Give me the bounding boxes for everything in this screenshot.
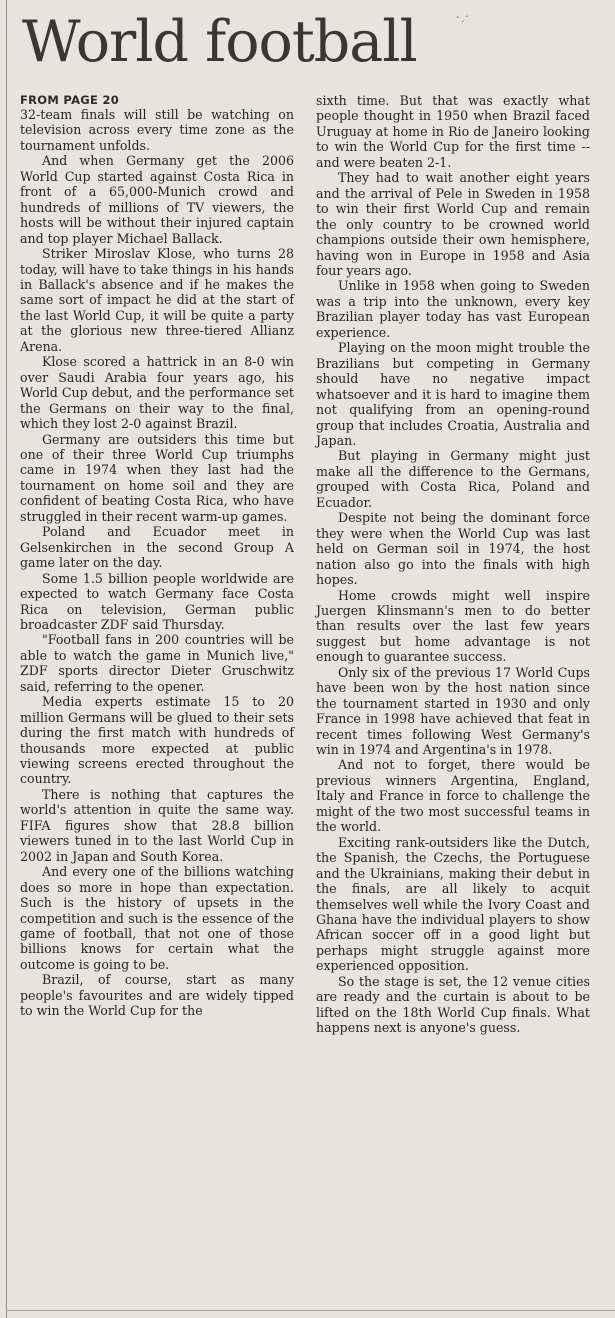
continuation-kicker: FROM PAGE 20 bbox=[20, 93, 120, 107]
paragraph: Playing on the moon might trouble the Brazilians but competing in Germany should have no negative impact whatsoever and it is hard to imagine them not qualifying from an opening-round group that includes Croatia, Australia and Japan. bbox=[316, 340, 590, 448]
paragraph: Only six of the previous 17 World Cups have been won by the host nation since the tournament started in 1930 and only France in 1998 have achieved that feat in recent times following West Germany's win in 1974 and Argentina's in 1978. bbox=[316, 664, 590, 758]
paragraph: "Football fans in 200 countries will be able to watch the game in Munich live," ZDF sports director Dieter Gruschwitz said, referring to the opener. bbox=[20, 632, 294, 694]
article-body bbox=[20, 93, 590, 1036]
column-rule-left bbox=[6, 0, 7, 1318]
paragraph: But playing in Germany might just make all the difference to the Germans, grouped with Costa Rica, Poland and Ecuador. bbox=[316, 448, 590, 510]
article-column-left bbox=[20, 93, 294, 1036]
paragraph: Exciting rank-outsiders like the Dutch, the Spanish, the Czechs, the Portuguese and the Ukrainians, making their debut in the finals, are all likely to acquit themselves well while the Ivory Coast and Ghana have the individual players to show African soccer off in a good light but perhaps might struggle against more experienced opposition. bbox=[316, 834, 590, 974]
paragraph: Germany are outsiders this time but one of their three World Cup triumphs came in 1974 when they last had the tournament on home soil and they are confident of beating Costa Rica, who have struggled in their recent warm-up games. bbox=[20, 431, 294, 524]
paragraph: And every one of the billions watching does so more in hope than expectation. Such is the history of upsets in the competition and such is the essence of the game of football, that not one of those billions knows for certain what the outcome is going to be. bbox=[20, 864, 294, 972]
print-smudge-icon: ˗ˏ· bbox=[456, 10, 469, 23]
paragraph: Klose scored a hattrick in an 8-0 win over Saudi Arabia four years ago, his World Cup debut, and the performance set the Germans on their way to the final, which they lost 2-0 against Brazil. bbox=[20, 354, 294, 432]
paragraph: sixth time. But that was exactly what people thought in 1950 when Brazil faced Uruguay at home in Rio de Janeiro looking to win the World Cup for the first time -- and were beaten 2-1. bbox=[316, 93, 590, 170]
paragraph: Brazil, of course, start as many people's favourites and are widely tipped to win the World Cup for the bbox=[20, 972, 294, 1019]
paragraph: So the stage is set, the 12 venue cities are ready and the curtain is about to be lifted on the 18th World Cup finals. What happens next is anyone's guess. bbox=[316, 973, 590, 1036]
paragraph: Home crowds might well inspire Juergen Klinsmann's men to do better than results over the last few years suggest but home advantage is not enough to guarantee success. bbox=[316, 587, 590, 665]
paragraph: Despite not being the dominant force they were when the World Cup was last held on German soil in 1974, the host nation also go into the finals with high hopes. bbox=[316, 510, 590, 588]
paragraph: Some 1.5 billion people worldwide are expected to watch Germany face Costa Rica on television, German public broadcaster ZDF said Thursday. bbox=[20, 570, 294, 632]
paragraph: Striker Miroslav Klose, who turns 28 today, will have to take things in his hands in Ballack's absence and if he makes the same sort of impact he did at the start of the last World Cup, it will be quite a party at the glorious new three-tiered Allianz Arena. bbox=[20, 246, 294, 354]
paragraph: 32-team finals will still be watching on television across every time zone as the tournament unfolds. bbox=[20, 107, 294, 153]
paragraph: And when Germany get the 2006 World Cup started against Costa Rica in front of a 65,000-Munich crowd and hundreds of millions of TV viewers, the hosts will be without their injured captain and top player Michael Ballack. bbox=[20, 153, 294, 246]
section-masthead: World football bbox=[22, 9, 417, 75]
paragraph: Poland and Ecuador meet in Gelsenkirchen in the second Group A game later on the day. bbox=[20, 524, 294, 571]
paragraph: Media experts estimate 15 to 20 million Germans will be glued to their sets during the first match with hundreds of thousands more expected at public viewing screens erected throughout the country. bbox=[20, 694, 294, 787]
article-column-right bbox=[316, 93, 590, 1036]
paragraph: And not to forget, there would be previous winners Argentina, England, Italy and France in force to challenge the might of the two most successful teams in the world. bbox=[316, 757, 590, 835]
paragraph: They had to wait another eight years and the arrival of Pele in Sweden in 1958 to win their first World Cup and remain the only country to be crowned world champions outside their own hemisphere, having won in Europe in 1958 and Asia four years ago. bbox=[316, 170, 590, 278]
page-bottom-rule bbox=[6, 1310, 615, 1311]
paragraph: Unlike in 1958 when going to Sweden was a trip into the unknown, every key Brazilian player today has vast European experience. bbox=[316, 278, 590, 340]
paragraph: There is nothing that captures the world's attention in quite the same way. FIFA figures show that 28.8 billion viewers tuned in to the last World Cup in 2002 in Japan and South Korea. bbox=[20, 786, 294, 864]
